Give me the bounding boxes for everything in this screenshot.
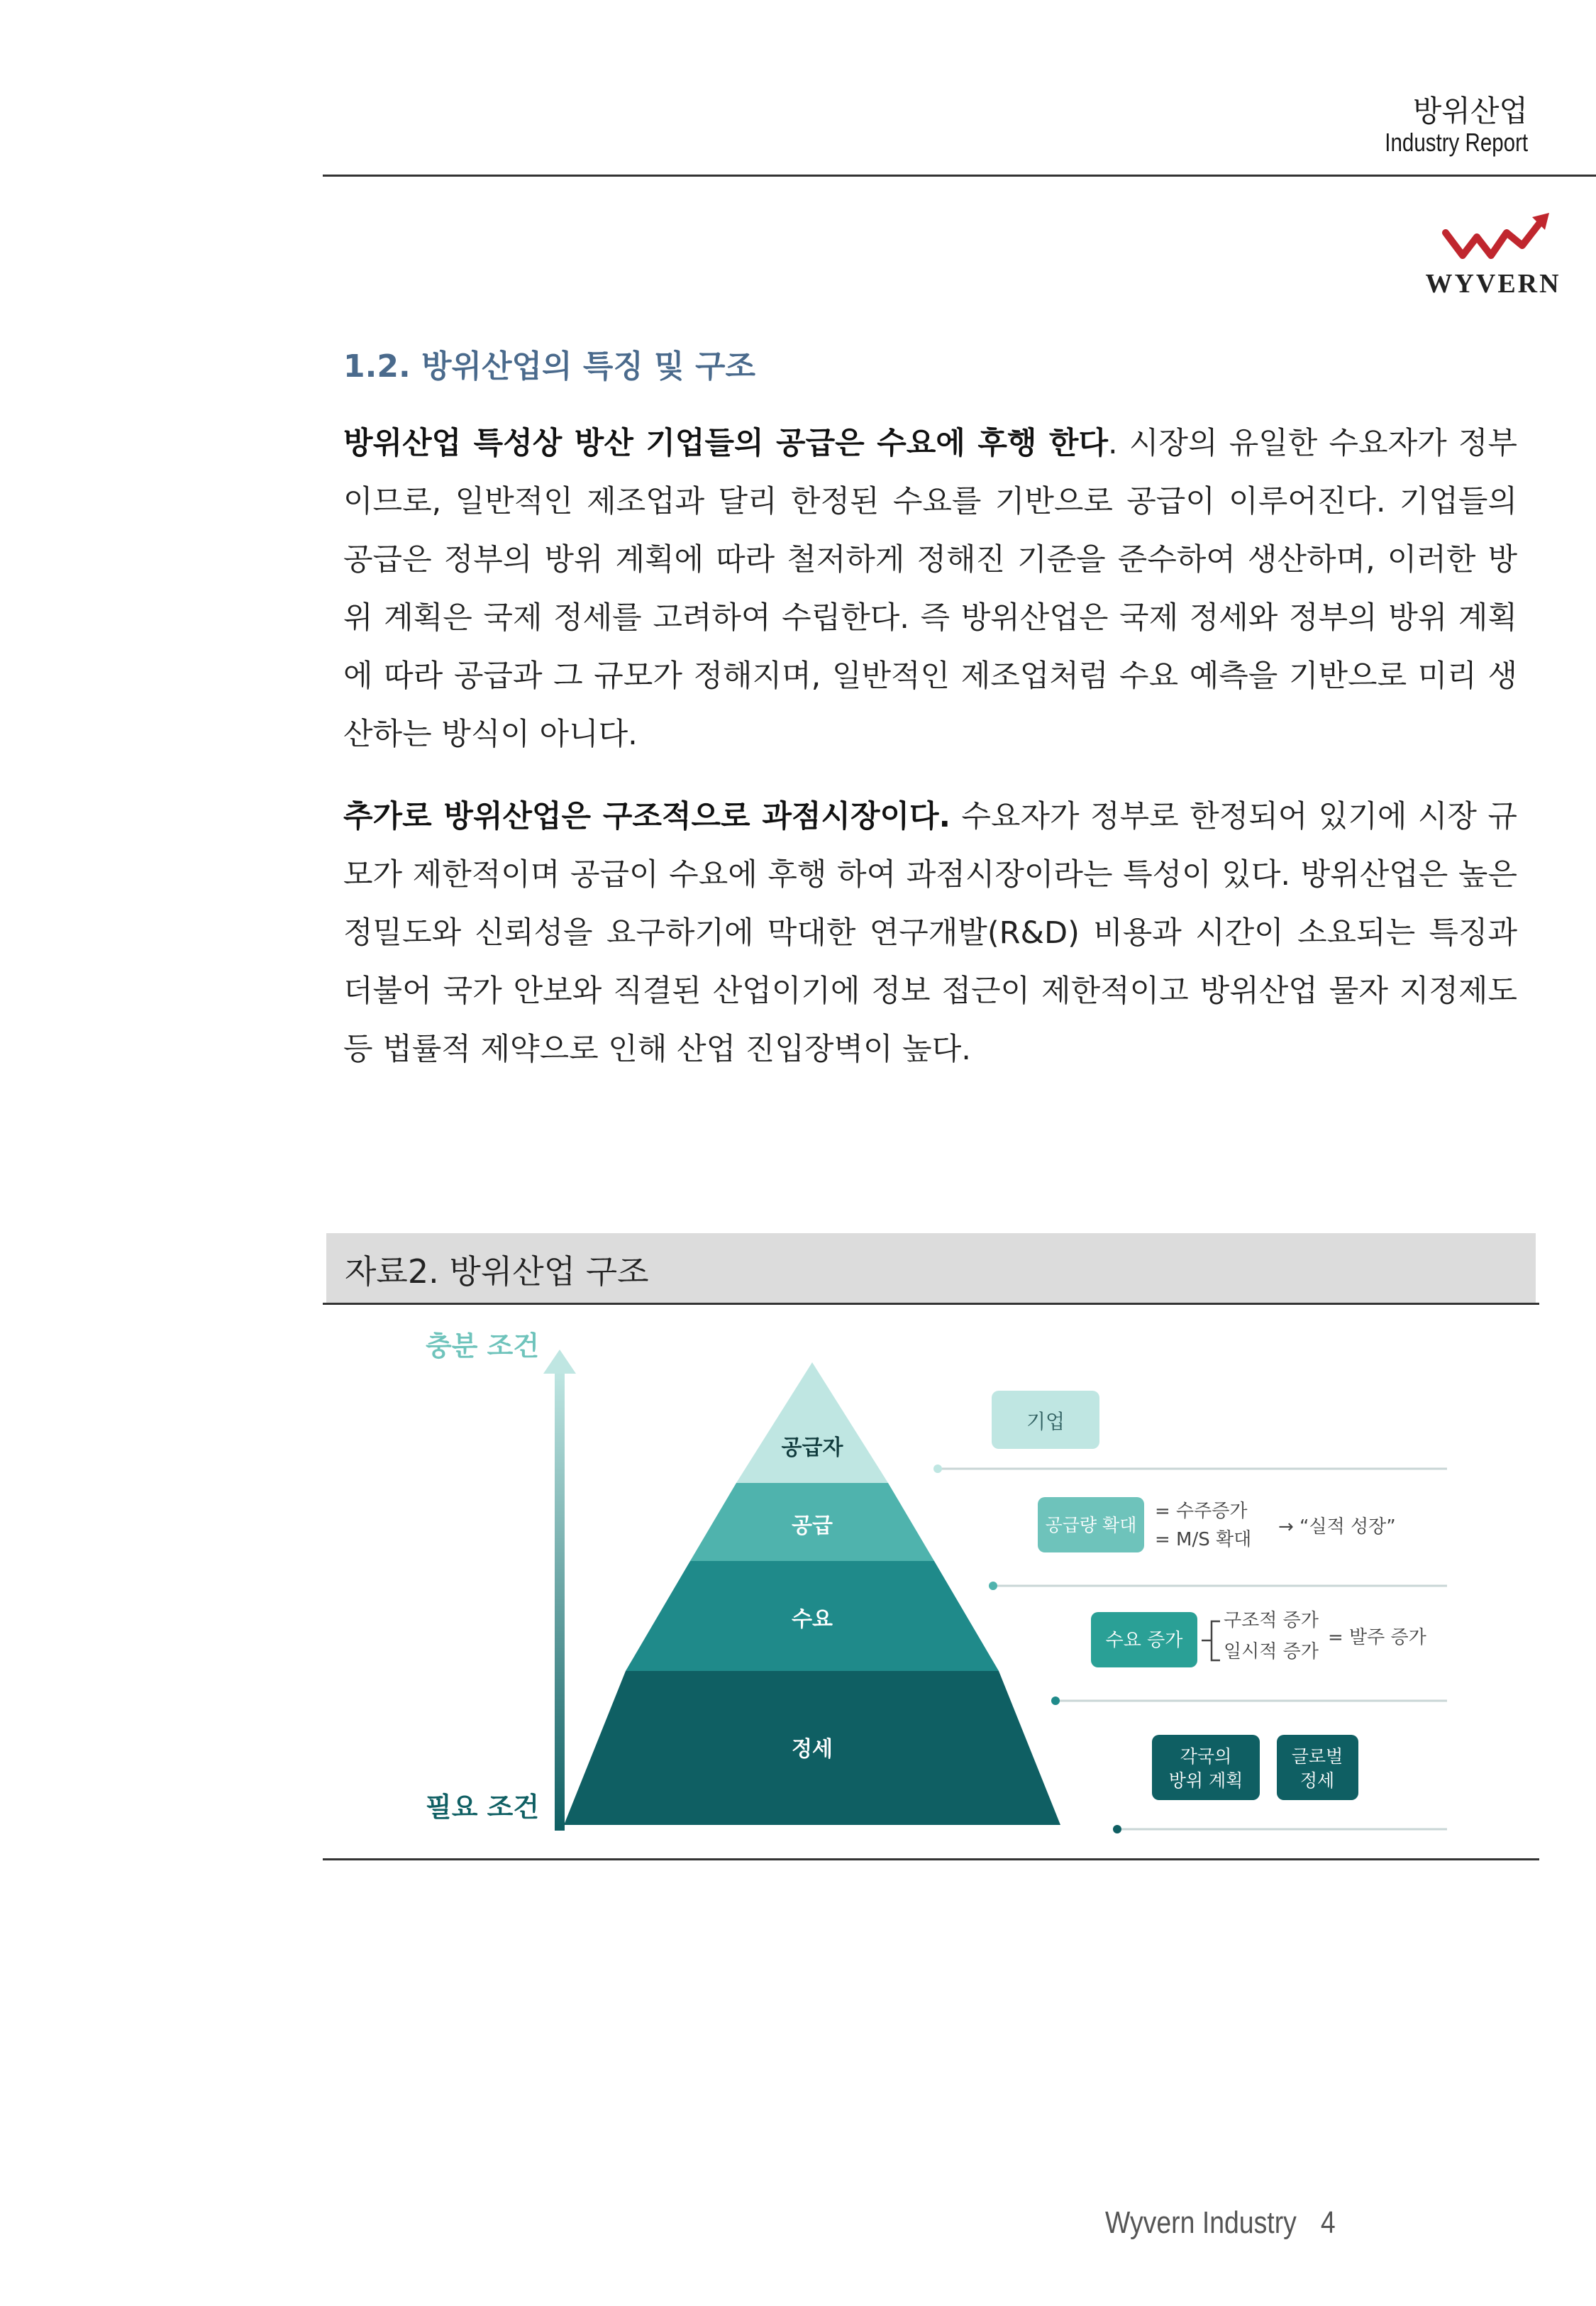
paragraph-1 (343, 414, 1517, 763)
separator-dot-3 (1051, 1697, 1060, 1705)
pyramid-label-situation: 정세 (792, 1737, 833, 1762)
pyramid-level-supplier (736, 1362, 888, 1483)
company-box-label: 기업 (1026, 1410, 1065, 1433)
industry-structure-diagram (397, 1320, 1461, 1845)
footer-name: Wyvern Industry (1105, 2205, 1297, 2240)
separator-dot-4 (1113, 1825, 1121, 1833)
header-divider (323, 175, 1596, 177)
logo-text: WYVERN (1425, 269, 1561, 299)
axis-arrow-shaft (555, 1369, 565, 1831)
paragraph-2-body: 수요자가 정부로 한정되어 있기에 시장 규모가 제한적이며 공급이 수요에 후행 하여 과점시장이라는 특성이 있다. 방위산업은 높은 정밀도와 신뢰성을 요구하기에 막대한 연구개발(R&D) 비용과 시간이 소요되는 특징과 더불어 국가 안보와 직결된 산업이기에 정보 접근이 제한적이고 방위산업 물자 지정제도 등 법률적 제약으로 인해 산업 진입장벽이 높다. (343, 799, 1517, 1067)
demand-bracket (1202, 1621, 1220, 1660)
section-title: 1.2. 방위산업의 특징 및 구조 (343, 348, 755, 385)
paragraph-1-lead: 방위산업 특성상 방산 기업들의 공급은 수요에 후행 한다 (343, 426, 1108, 461)
supply-eq-orders: = 수주증가 (1155, 1501, 1248, 1522)
pyramid-label-demand: 수요 (792, 1607, 833, 1632)
pyramid-label-supply: 공급 (792, 1513, 833, 1538)
supply-eq-share: = M/S 확대 (1155, 1529, 1252, 1550)
separator-dot-2 (989, 1582, 997, 1590)
header-title: 방위산업 (1412, 94, 1528, 128)
supply-expand-label: 공급량 확대 (1045, 1515, 1137, 1535)
paragraph-2-lead: 추가로 방위산업은 구조적으로 과점시장이다. (343, 799, 951, 834)
pyramid-label-supplier: 공급자 (781, 1435, 843, 1460)
defense-plan-line-2: 방위 계획 (1168, 1770, 1243, 1791)
global-situation-line-2: 정세 (1299, 1770, 1335, 1791)
wyvern-logo (1419, 206, 1568, 305)
footer (1105, 2205, 1336, 2241)
supply-result: → “실적 성장” (1278, 1516, 1396, 1538)
figure-bottom-rule (323, 1858, 1539, 1860)
axis-top-label: 충분 조건 (426, 1330, 540, 1362)
header-subtitle: Industry Report (1385, 128, 1528, 157)
paragraph-1-body: . 시장의 유일한 수요자가 정부이므로, 일반적인 제조업과 달리 한정된 수요를 기반으로 공급이 이루어진다. 기업들의 공급은 정부의 방위 계획에 따라 철저하게 정해진 기준을 준수하여 생산하며, 이러한 방위 계획은 국제 정세를 고려하여 수립한다. 즉 방위산업은 국제 정세와 정부의 방위 계획에 따라 공급과 그 규모가 정해지며, 일반적인 제조업처럼 수요 예측을 기반으로 미리 생산하는 방식이 아니다. (343, 426, 1517, 752)
demand-structural: 구조적 증가 (1224, 1610, 1319, 1631)
page-number: 4 (1320, 2205, 1336, 2240)
figure-title: 자료2. 방위산업 구조 (345, 1252, 649, 1291)
demand-temporary: 일시적 증가 (1224, 1641, 1319, 1662)
demand-increase-label: 수요 증가 (1105, 1630, 1183, 1651)
defense-plan-line-1: 각국의 (1180, 1746, 1232, 1767)
axis-bottom-label: 필요 조건 (426, 1792, 540, 1823)
global-situation-line-1: 글로벌 (1291, 1746, 1343, 1767)
separator-dot-1 (933, 1464, 942, 1473)
axis-arrow-head (543, 1350, 576, 1374)
logo-mark-icon (1419, 206, 1568, 270)
paragraph-2 (343, 788, 1517, 1078)
demand-result: = 발주 증가 (1328, 1627, 1426, 1648)
figure-top-rule (323, 1303, 1539, 1305)
